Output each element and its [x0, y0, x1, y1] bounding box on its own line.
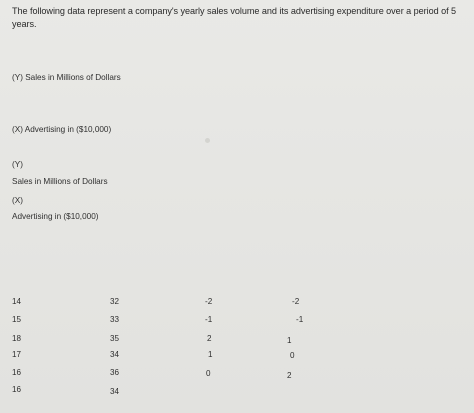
x-column-symbol: (X) [12, 196, 23, 205]
table-cell: 0 [206, 369, 211, 378]
table-cell: -2 [205, 297, 213, 306]
table-cell: 1 [208, 350, 213, 359]
table-cell: 2 [287, 371, 292, 380]
table-cell: 34 [110, 387, 120, 396]
y-column-symbol: (Y) [12, 160, 23, 169]
table-cell: -1 [205, 315, 213, 324]
table-cell: -1 [296, 315, 304, 324]
table-cell: 1 [287, 336, 292, 345]
table-cell: 16 [12, 385, 22, 394]
table-cell: 0 [290, 351, 295, 360]
table-cell: 33 [110, 315, 120, 324]
table-cell: 15 [12, 315, 22, 324]
table-cell: 16 [12, 368, 22, 377]
table-cell: 32 [110, 297, 120, 306]
table-cell: 14 [12, 297, 22, 306]
problem-intro: The following data represent a company's yearly sales volume and its advertising expenditure over a period of 5 years. [12, 6, 457, 29]
table-cell: 36 [110, 368, 120, 377]
table-cell: 18 [12, 334, 22, 343]
table-cell: 35 [110, 334, 120, 343]
x-column-heading: Advertising in ($10,000) [12, 212, 99, 221]
y-column-heading: Sales in Millions of Dollars [12, 177, 108, 186]
x-variable-definition: (X) Advertising in ($10,000) [12, 125, 112, 134]
table-cell: 17 [12, 350, 22, 359]
table-cell: -2 [292, 297, 300, 306]
y-variable-definition: (Y) Sales in Millions of Dollars [12, 73, 121, 82]
table-cell: 34 [110, 350, 120, 359]
table-cell: 2 [207, 334, 212, 343]
decorative-smudge [205, 138, 210, 143]
